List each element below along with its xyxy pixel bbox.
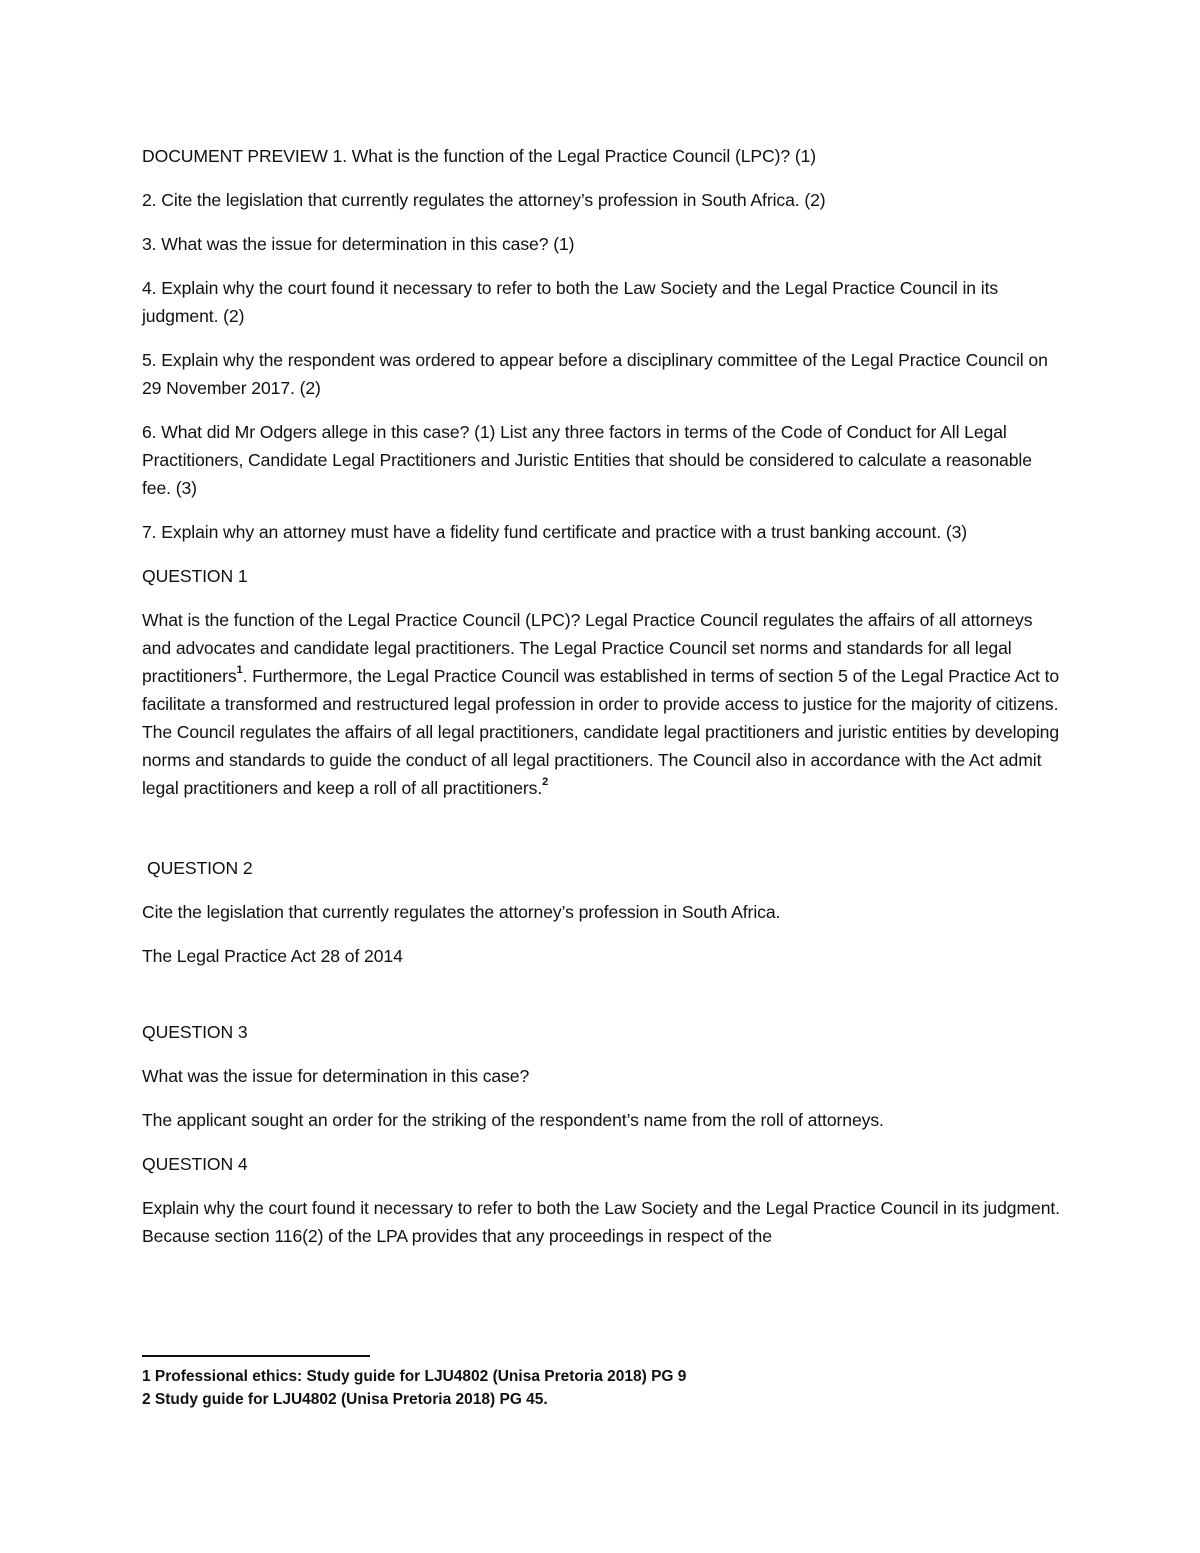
preview-item-7: 7. Explain why an attorney must have a fidelity fund certificate and practice with a trust banking account. (3) bbox=[142, 522, 968, 542]
preview-item-1: DOCUMENT PREVIEW 1. What is the function of the Legal Practice Council (LPC)? (1) bbox=[142, 146, 817, 166]
preview-item-6: 6. What did Mr Odgers allege in this case? (1) List any three factors in terms of the Code of Conduct for All Legal Practitioners, Candidate Legal Practitioners and Juristic Entities that should be considered to calculate a reasonable fee. (3) bbox=[142, 422, 1032, 498]
footnote-ref-2[interactable]: 2 bbox=[542, 776, 549, 789]
preview-item-3: 3. What was the issue for determination in this case? (1) bbox=[142, 234, 575, 254]
question-1-text-part1: What is the function of the Legal Practice Council (LPC)? Legal Practice Council regulates the affairs of all attorneys and advocates and candidate legal practitioners. The Legal Practice Council set norms and standards for all legal practitioners bbox=[142, 610, 1033, 686]
preview-item-2: 2. Cite the legislation that currently regulates the attorney’s profession in South Africa. (2) bbox=[142, 190, 826, 210]
question-1-answer bbox=[142, 606, 1062, 802]
question-1-heading: QUESTION 1 bbox=[142, 566, 248, 586]
preview-item-4: 4. Explain why the court found it necessary to refer to both the Law Society and the Legal Practice Council in its judgment. (2) bbox=[142, 278, 999, 326]
footnote-2: 2 Study guide for LJU4802 (Unisa Pretoria 2018) PG 45. bbox=[142, 1391, 548, 1408]
question-3-answer: The applicant sought an order for the striking of the respondent’s name from the roll of attorneys. bbox=[142, 1110, 884, 1130]
question-4-text: Explain why the court found it necessary to refer to both the Law Society and the Legal Practice Council in its judgment. Because section 116(2) of the LPA provides that any proceedings in respect of the bbox=[142, 1198, 1060, 1246]
question-3-heading: QUESTION 3 bbox=[142, 1022, 248, 1042]
question-4-heading: QUESTION 4 bbox=[142, 1154, 248, 1174]
preview-item-5: 5. Explain why the respondent was ordered to appear before a disciplinary committee of the Legal Practice Council on 29 November 2017. (2) bbox=[142, 350, 1048, 398]
question-1-text-part2: . Furthermore, the Legal Practice Council was established in terms of section 5 of the Legal Practice Act to facilitate a transformed and restructured legal profession in order to provide access to justice for the majority of citizens. The Council regulates the affairs of all legal practitioners, candidate legal practitioners and juristic entities by developing norms and standards to guide the conduct of all legal practitioners. The Council also in accordance with the Act admit legal practitioners and keep a roll of all practitioners. bbox=[142, 666, 1060, 798]
question-3-question: What was the issue for determination in this case? bbox=[142, 1066, 530, 1086]
footnotes bbox=[142, 1355, 1042, 1411]
question-2-question: Cite the legislation that currently regulates the attorney’s profession in South Africa. bbox=[142, 902, 781, 922]
document-body bbox=[142, 142, 1062, 1266]
footnote-ref-1[interactable]: 1 bbox=[236, 664, 243, 677]
question-2-answer: The Legal Practice Act 28 of 2014 bbox=[142, 946, 403, 966]
footnote-separator bbox=[142, 1355, 370, 1357]
footnote-1: 1 Professional ethics: Study guide for LJU4802 (Unisa Pretoria 2018) PG 9 bbox=[142, 1368, 687, 1385]
question-2-heading: QUESTION 2 bbox=[147, 858, 253, 878]
